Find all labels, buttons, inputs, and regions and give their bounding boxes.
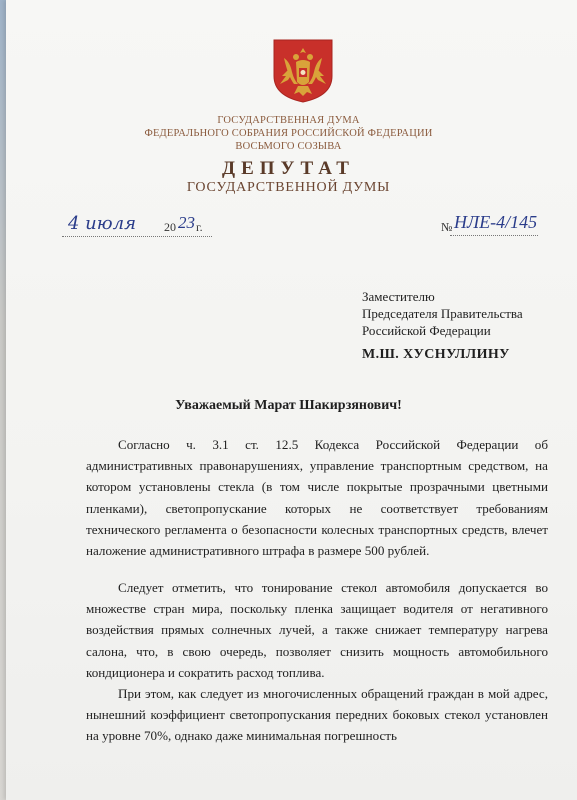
- addressee-line1: Заместителю: [362, 289, 435, 304]
- date-year-suffix: г.: [196, 220, 203, 234]
- date-handwritten: 4 июля: [68, 213, 136, 234]
- org-name-line1: ГОСУДАРСТВЕННАЯ ДУМА: [217, 115, 360, 126]
- letterhead-subtitle: ГОСУДАРСТВЕННОЙ ДУМЫ: [186, 180, 391, 195]
- salutation: Уважаемый Марат Шакирзянович!: [175, 398, 402, 413]
- date-underline: [62, 235, 212, 237]
- org-name-line3: ВОСЬМОГО СОЗЫВА: [235, 141, 342, 152]
- addressee-name: М.Ш. ХУСНУЛЛИНУ: [362, 347, 510, 362]
- addressee-line2: Председателя Правительства: [362, 306, 523, 321]
- addressee-line3: Российской Федерации: [362, 323, 491, 338]
- body-paragraph-3: При этом, как следует из многочисленных обращений граждан в мой адрес, нынешний коэффициент светопропускания передних боковых стекол установлен на уровне 70%, однако даже минимальная погрешность: [86, 686, 548, 744]
- coat-of-arms-icon: [272, 38, 334, 104]
- body-paragraph-2: Следует отметить, что тонирование стекол автомобиля допускается во множестве стран мира, поскольку пленка защищает водителя от негативного воздействия прямых солнечных лучей, а также снижает температуру нагрева салона, что, в свою очередь, позволяет снизить мощность автомобильного кондиционера и сократить расход топлива.: [86, 580, 548, 680]
- body-paragraph-1: Согласно ч. 3.1 ст. 12.5 Кодекса Российской Федерации об административных правонарушениях, управление транспортным средством, на котором установлены стекла (в том числе покрытые прозрачными цветными пленками), светопропускание которых не соответствует требованиям технического регламента о безопасности колесных транспортных средств, влечет наложение административного штрафа в размере 500 рублей.: [86, 437, 548, 559]
- number-prefix: №: [441, 220, 453, 234]
- org-name-line2: ФЕДЕРАЛЬНОГО СОБРАНИЯ РОССИЙСКОЙ ФЕДЕРАЦИИ: [144, 128, 433, 139]
- date-year-handwritten: 23: [178, 213, 195, 232]
- document-number: НЛЕ-4/145: [454, 212, 538, 232]
- date-year-prefix: 20: [164, 220, 176, 234]
- number-underline: [450, 235, 538, 236]
- letterhead-title: ДЕПУТАТ: [222, 158, 355, 179]
- addressee-block: [362, 288, 523, 339]
